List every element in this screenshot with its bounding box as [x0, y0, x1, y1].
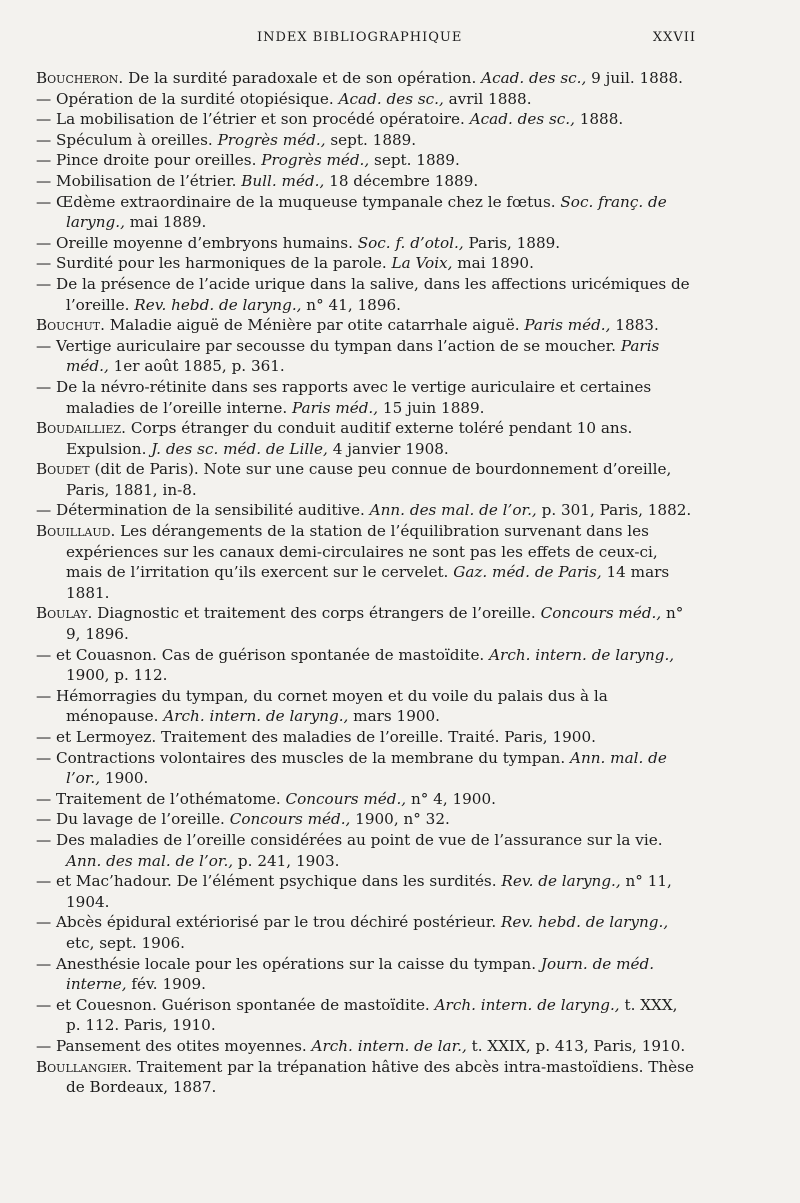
entry-text: — Vertige auriculaire par secousse du tympan dans l’action de se moucher.: [36, 336, 621, 355]
entry-details: 1888.: [574, 110, 624, 129]
entry-text: — et Couesnon. Guérison spontanée de mastoïdite.: [36, 995, 435, 1014]
entry-source: Arch. intern. de laryng.,: [489, 645, 675, 664]
bibliography-entry: [36, 871, 696, 912]
entry-text: — Œdème extraordinaire de la muqueuse tympanale chez le fœtus.: [36, 192, 561, 211]
entry-details: 14 mars 1881.: [66, 563, 670, 602]
entry-source: Gaz. méd. de Paris,: [453, 563, 602, 582]
entry-details: n° 11, 1904.: [66, 872, 672, 911]
entry-text: Les dérangements de la station de l’équilibration survenant dans les expériences sur les canaux demi-circulaires ne sont pas les effets de ceux-ci, mais de l’irritation qu’ils exercent sur le cervelet.: [66, 522, 658, 582]
entry-author: Boudet: [36, 460, 90, 479]
bibliography-entry: [36, 603, 696, 644]
bibliography-entry: [36, 912, 696, 953]
entry-source: Ann. des mal. de l’or.,: [369, 501, 537, 520]
entry-source: Acad. des sc.,: [338, 89, 444, 108]
bibliography-entry: [36, 789, 696, 810]
entry-details: t. XXX, p. 112. Paris, 1910.: [66, 995, 678, 1035]
entry-details: 1900.: [100, 769, 149, 788]
entry-source: Progrès méd.,: [217, 130, 326, 149]
bibliography-entry: [36, 954, 696, 995]
entry-text: (dit de Paris). Note sur une cause peu connue de bourdonnement d’oreille, Paris, 1881, in-8.: [66, 460, 672, 499]
entry-source: Arch. intern. de laryng.,: [434, 995, 620, 1014]
entry-source: Paris méd.,: [524, 316, 611, 335]
entry-source: Concours méd.,: [229, 810, 351, 829]
entry-details: mars 1900.: [348, 707, 441, 726]
entry-details: 4 janvier 1908.: [327, 439, 449, 458]
bibliography-entry: [36, 1057, 696, 1098]
entry-source: Paris méd.,: [291, 398, 379, 417]
entry-source: Paris méd.,: [66, 336, 660, 376]
entry-source: Ann. mal. de l’or.,: [66, 748, 667, 788]
bibliography-entry: [36, 233, 696, 254]
bibliography-entry: [36, 727, 696, 748]
bibliography-entry: [36, 809, 696, 830]
bibliography-entry: [36, 645, 696, 686]
entry-details: 9 juil. 1888.: [586, 69, 683, 87]
entry-source: Arch. intern. de lar.,: [311, 1036, 467, 1055]
entry-details: n° 9, 1896.: [66, 604, 684, 644]
entry-source: Rev. de laryng.,: [501, 872, 621, 891]
entry-source: Acad. des sc.,: [481, 69, 587, 87]
bibliography-entry: [36, 748, 696, 789]
bibliography-entry: [36, 274, 696, 315]
bibliography-entry: [36, 1036, 696, 1057]
entry-text: — Abcès épidural extériorisé par le trou déchiré postérieur.: [36, 913, 501, 932]
entry-text: — Hémorragies du tympan, du cornet moyen et du voile du palais dus à la ménopause.: [36, 686, 608, 726]
bibliography-entry: [36, 459, 696, 500]
entry-source: Soc. f. d’otol.,: [357, 233, 464, 252]
entry-text: — et Lermoyez. Traitement des maladies de l’oreille. Traité. Paris, 1900.: [36, 728, 596, 746]
entry-text: — Traitement de l’othématome.: [36, 789, 286, 808]
entry-source: Rev. hebd. de laryng.,: [501, 913, 669, 932]
entry-text: — Spéculum à oreilles.: [36, 130, 218, 149]
entry-details: 15 juin 1889.: [378, 398, 485, 417]
entry-source: Bull. méd.,: [241, 171, 325, 190]
entry-author: Boullangier.: [36, 1057, 132, 1076]
entry-text: — De la présence de l’acide urique dans la salive, dans les affections uricémiques de l’oreille.: [36, 274, 690, 314]
entry-details: 1900, n° 32.: [350, 810, 450, 829]
entry-source: La Voix,: [391, 254, 453, 273]
bibliography-list: [36, 68, 696, 1098]
entry-details: 1883.: [610, 316, 659, 335]
entry-details: p. 301, Paris, 1882.: [536, 501, 692, 520]
entry-text: — Du lavage de l’oreille.: [36, 810, 230, 829]
bibliography-entry: [36, 521, 696, 603]
entry-text: Diagnostic et traitement des corps étrangers de l’oreille.: [92, 604, 541, 623]
bibliography-entry: [36, 253, 696, 274]
entry-details: 1er août 1885, p. 361.: [108, 357, 285, 376]
entry-details: fév. 1909.: [126, 975, 206, 994]
entry-details: etc, sept. 1906.: [66, 933, 185, 952]
entry-details: mai 1890.: [452, 254, 534, 273]
bibliography-entry: [36, 171, 696, 192]
entry-text: — Opération de la surdité otopiésique.: [36, 89, 339, 108]
entry-details: 18 décembre 1889.: [324, 171, 479, 190]
bibliography-entry: [36, 315, 696, 336]
entry-text: Maladie aiguë de Ménière par otite catarrhale aiguë.: [104, 316, 525, 335]
entry-source: Ann. des mal. de l’or.,: [66, 851, 234, 870]
bibliography-entry: [36, 500, 696, 521]
bibliography-entry: [36, 686, 696, 727]
entry-details: sept. 1889.: [369, 151, 460, 170]
entry-details: n° 41, 1896.: [301, 295, 401, 314]
entry-text: — et Couasnon. Cas de guérison spontanée de mastoïdite.: [36, 645, 490, 664]
entry-text: Traitement par la trépanation hâtive des abcès intra-mastoïdiens. Thèse de Bordeaux, 1887.: [66, 1057, 694, 1097]
entry-text: — Oreille moyenne d’embryons humains.: [36, 233, 358, 252]
entry-source: Rev. hebd. de laryng.,: [134, 295, 302, 314]
entry-details: Paris, 1889.: [463, 233, 561, 252]
entry-source: Concours méd.,: [540, 604, 662, 623]
entry-text: De la surdité paradoxale et de son opération.: [123, 69, 482, 87]
entry-text: — Mobilisation de l’étrier.: [36, 171, 242, 190]
entry-source: Soc. franç. de laryng.,: [66, 192, 667, 232]
entry-details: sept. 1889.: [325, 130, 417, 149]
entry-details: mai 1889.: [124, 213, 207, 232]
entry-details: avril 1888.: [443, 89, 532, 108]
entry-source: Progrès méd.,: [261, 151, 370, 170]
entry-author: Bouillaud.: [36, 522, 116, 541]
entry-text: — Anesthésie locale pour les opérations sur la caisse du tympan.: [36, 954, 541, 973]
bibliography-entry: [36, 336, 696, 377]
page-header: [0, 30, 800, 52]
entry-source: J. des sc. méd. de Lille,: [151, 439, 328, 458]
entry-text: — Des maladies de l’oreille considérées au point de vue de l’assurance sur la vie.: [36, 830, 663, 849]
entry-source: Journ. de méd. interne,: [66, 954, 655, 994]
entry-source: Concours méd.,: [285, 789, 407, 808]
bibliography-entry: [36, 109, 696, 130]
entry-text: Corps étranger du conduit auditif externe toléré pendant 10 ans. Expulsion.: [66, 419, 633, 458]
bibliography-entry: [36, 150, 696, 171]
entry-author: Bouchut.: [36, 316, 105, 335]
entry-details: p. 241, 1903.: [233, 851, 340, 870]
entry-author: Boucheron.: [36, 69, 124, 87]
entry-text: — De la névro-rétinite dans ses rapports avec le vertige auriculaire et certaines maladies de l’oreille interne.: [36, 377, 652, 417]
bibliography-entry: [36, 89, 696, 110]
entry-source: Acad. des sc.,: [469, 110, 575, 129]
bibliography-entry: [36, 995, 696, 1036]
entry-details: t. XXIX, p. 413, Paris, 1910.: [466, 1036, 686, 1055]
entry-text: — Contractions volontaires des muscles de la membrane du tympan.: [36, 748, 570, 767]
entry-author: Boulay.: [36, 604, 93, 623]
running-title: INDEX BIBLIOGRAPHIQUE: [257, 30, 463, 45]
bibliography-entry: [36, 130, 696, 151]
bibliography-entry: [36, 377, 696, 418]
entry-text: — Surdité pour les harmoniques de la parole.: [36, 254, 392, 273]
bibliography-entry: [36, 418, 696, 459]
bibliography-entry: [36, 192, 696, 233]
entry-text: — Détermination de la sensibilité auditive.: [36, 501, 370, 520]
entry-text: — Pansement des otites moyennes.: [36, 1036, 312, 1055]
entry-details: 1900, p. 112.: [66, 666, 168, 685]
entry-details: n° 4, 1900.: [406, 789, 496, 808]
bibliography-entry: [36, 68, 696, 89]
page-number: XXVII: [652, 30, 696, 45]
entry-author: Boudailliez.: [36, 419, 127, 438]
entry-text: — et Mac’hadour. De l’élément psychique dans les surdités.: [36, 872, 502, 891]
bibliography-entry: [36, 830, 696, 871]
entry-source: Arch. intern. de laryng.,: [163, 707, 349, 726]
entry-text: — Pince droite pour oreilles.: [36, 151, 262, 170]
entry-text: — La mobilisation de l’étrier et son procédé opératoire.: [36, 110, 470, 129]
